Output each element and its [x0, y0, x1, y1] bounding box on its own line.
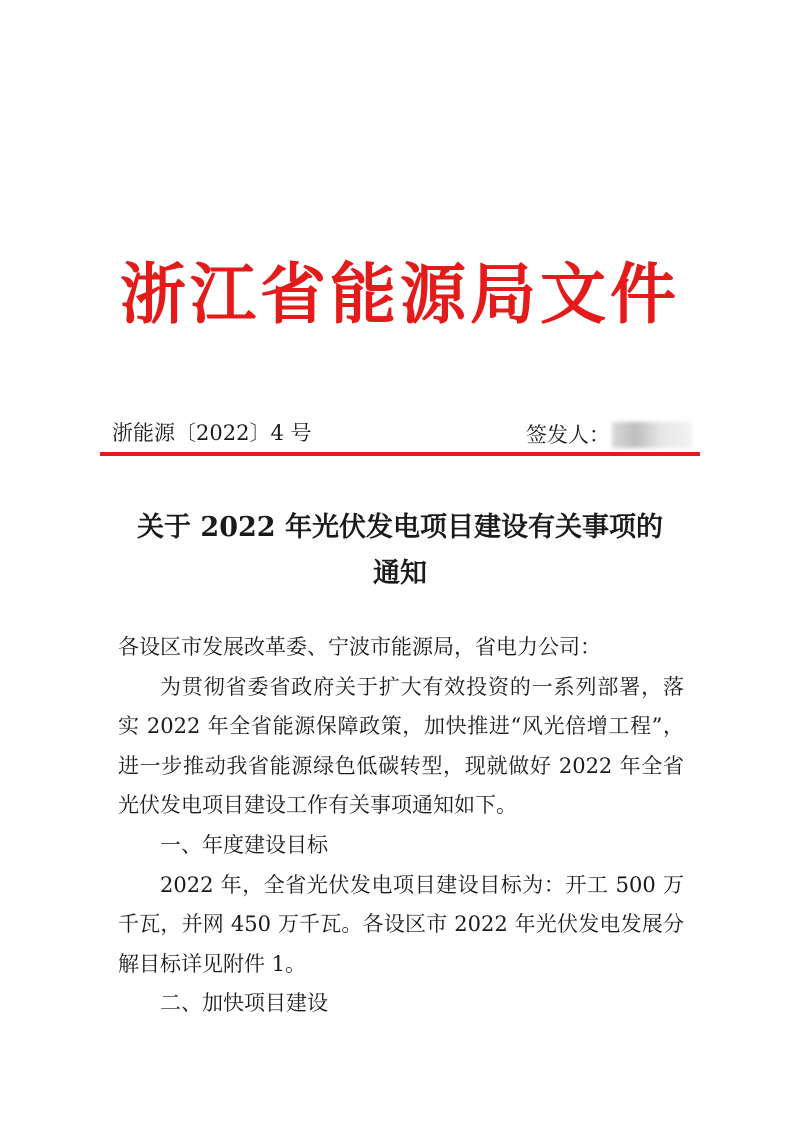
- masthead-title: 浙江省能源局文件: [120, 256, 680, 333]
- section-heading-annual-target: 一、年度建设目标: [160, 832, 328, 857]
- document-number: 浙能源〔2022〕4 号: [112, 421, 312, 445]
- addressee: 各设区市发展改革委、宁波市能源局，省电力公司：: [118, 635, 601, 659]
- paragraph-annual-target: 2022 年，全省光伏发电项目建设目标为：开工 500 万千瓦，并网 450 万千瓦。各设区市 2022 年光伏发电发展分解目标详见附件 1。: [118, 872, 684, 976]
- document-number-line: [112, 416, 692, 450]
- title-line-1: 关于 2022 年光伏发电项目建设有关事项的: [137, 512, 663, 543]
- document-body: [118, 628, 684, 1024]
- signer: [526, 416, 692, 452]
- title-line-2: 通知: [373, 558, 427, 589]
- red-divider-rule: [100, 452, 700, 456]
- signer-label: 签发人：: [526, 422, 610, 447]
- redacted-signer-name: [612, 422, 692, 448]
- document-title: [60, 505, 740, 597]
- paragraph-intro: 为贯彻省委省政府关于扩大有效投资的一系列部署，落实 2022 年全省能源保障政策，加快推进“风光倍增工程”，进一步推动我省能源绿色低碳转型，现就做好 2022 年全省光伏发电项目建设工作有关事项通知如下。: [118, 674, 684, 818]
- section-heading-accelerate-construction: 二、加快项目建设: [160, 991, 328, 1016]
